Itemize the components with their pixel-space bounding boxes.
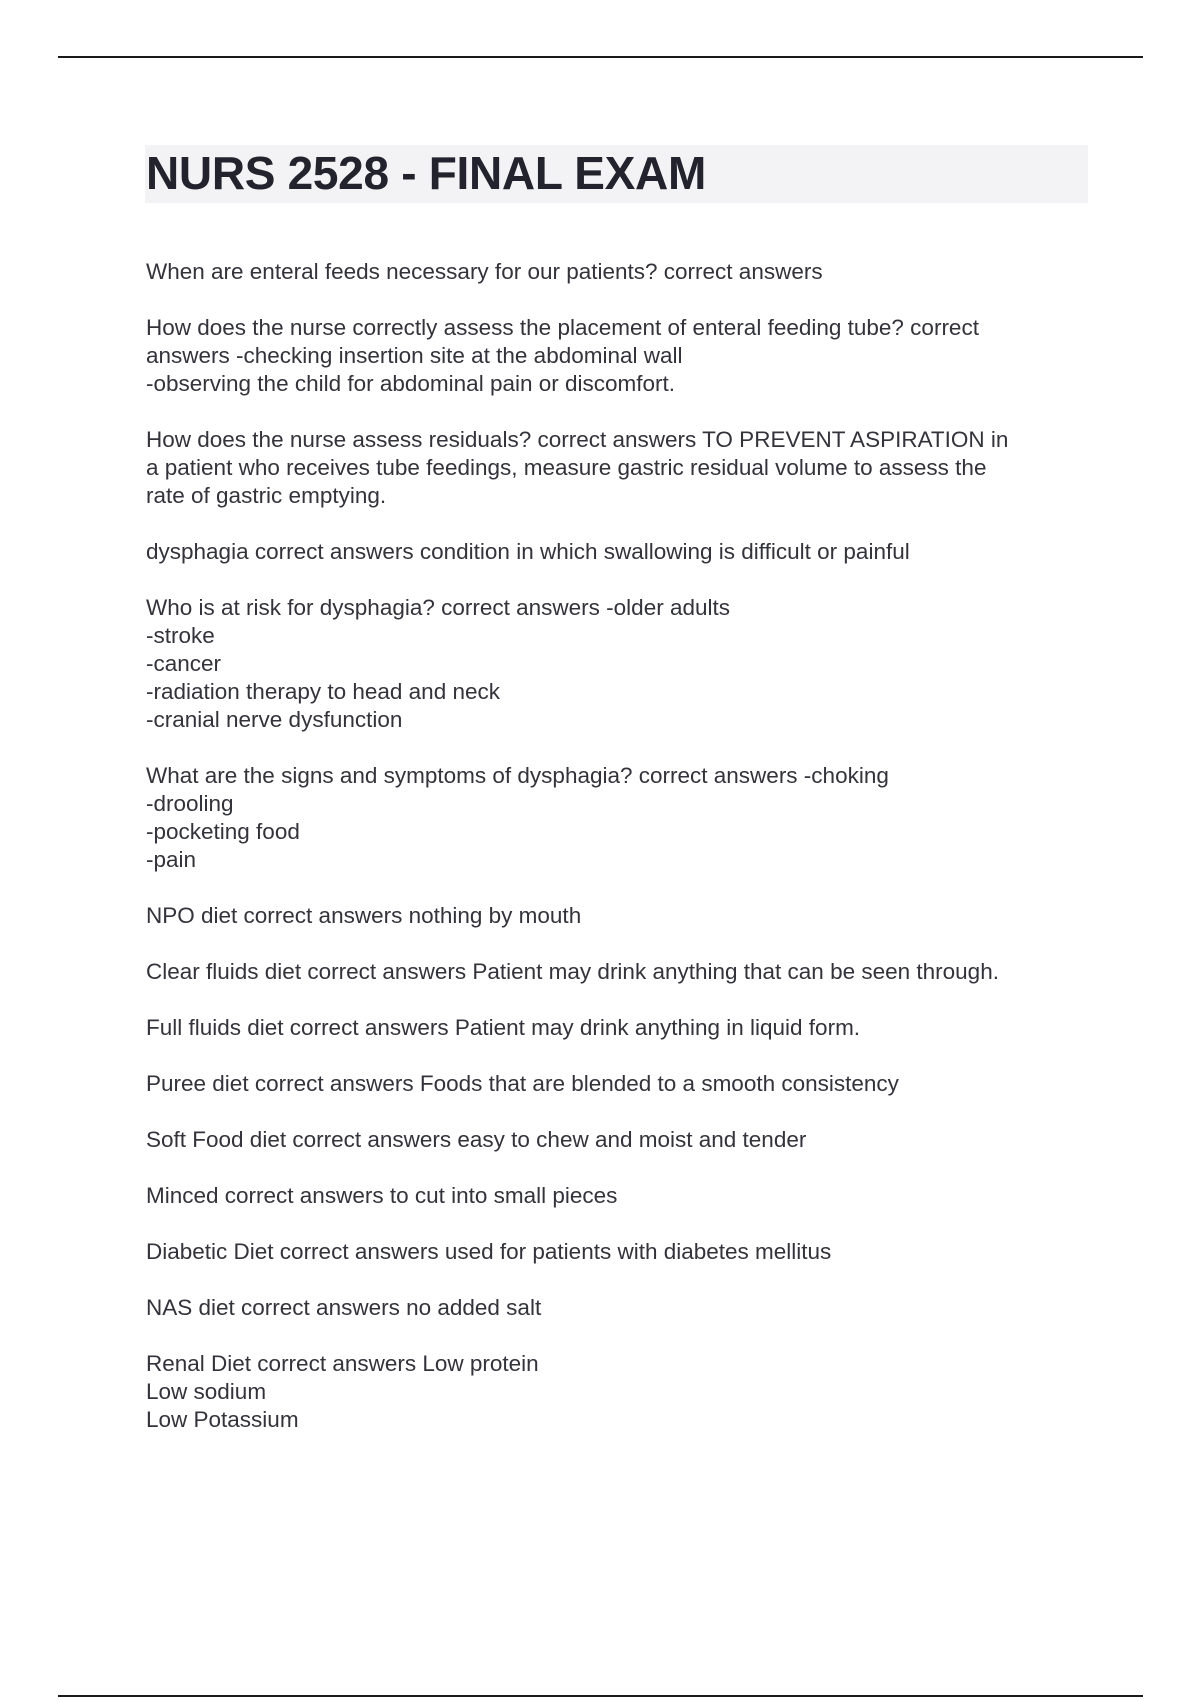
header-rule xyxy=(58,56,1143,58)
qa-item: When are enteral feeds necessary for our patients? correct answers xyxy=(146,259,823,284)
qa-item: How does the nurse assess residuals? correct answers TO PREVENT ASPIRATION in a patient who receives tube feedings, measure gastric residual volume to assess the rate of gastric emptying. xyxy=(146,427,1009,508)
qa-list xyxy=(146,258,1091,1462)
qa-item: dysphagia correct answers condition in which swallowing is difficult or painful xyxy=(146,539,910,564)
footer-rule xyxy=(58,1695,1143,1697)
qa-item: Minced correct answers to cut into small pieces xyxy=(146,1183,618,1208)
qa-item: Puree diet correct answers Foods that are blended to a smooth consistency xyxy=(146,1071,899,1096)
qa-item: What are the signs and symptoms of dysphagia? correct answers -choking -drooling -pocketing food -pain xyxy=(146,763,889,872)
qa-item: NPO diet correct answers nothing by mouth xyxy=(146,903,582,928)
qa-item: Renal Diet correct answers Low protein Low sodium Low Potassium xyxy=(146,1351,539,1432)
qa-item: NAS diet correct answers no added salt xyxy=(146,1295,542,1320)
qa-item: Full fluids diet correct answers Patient may drink anything in liquid form. xyxy=(146,1015,861,1040)
page-title: NURS 2528 - FINAL EXAM xyxy=(146,147,706,199)
qa-item: Soft Food diet correct answers easy to chew and moist and tender xyxy=(146,1127,807,1152)
qa-item: Diabetic Diet correct answers used for patients with diabetes mellitus xyxy=(146,1239,832,1264)
qa-item: Clear fluids diet correct answers Patient may drink anything that can be seen through. xyxy=(146,959,999,984)
qa-item: Who is at risk for dysphagia? correct answers -older adults -stroke -cancer -radiation therapy to head and neck -cranial nerve dysfunction xyxy=(146,595,730,732)
qa-item: How does the nurse correctly assess the placement of enteral feeding tube? correct answers -checking insertion site at the abdominal wall -observing the child for abdominal pain or discomfort. xyxy=(146,315,979,396)
